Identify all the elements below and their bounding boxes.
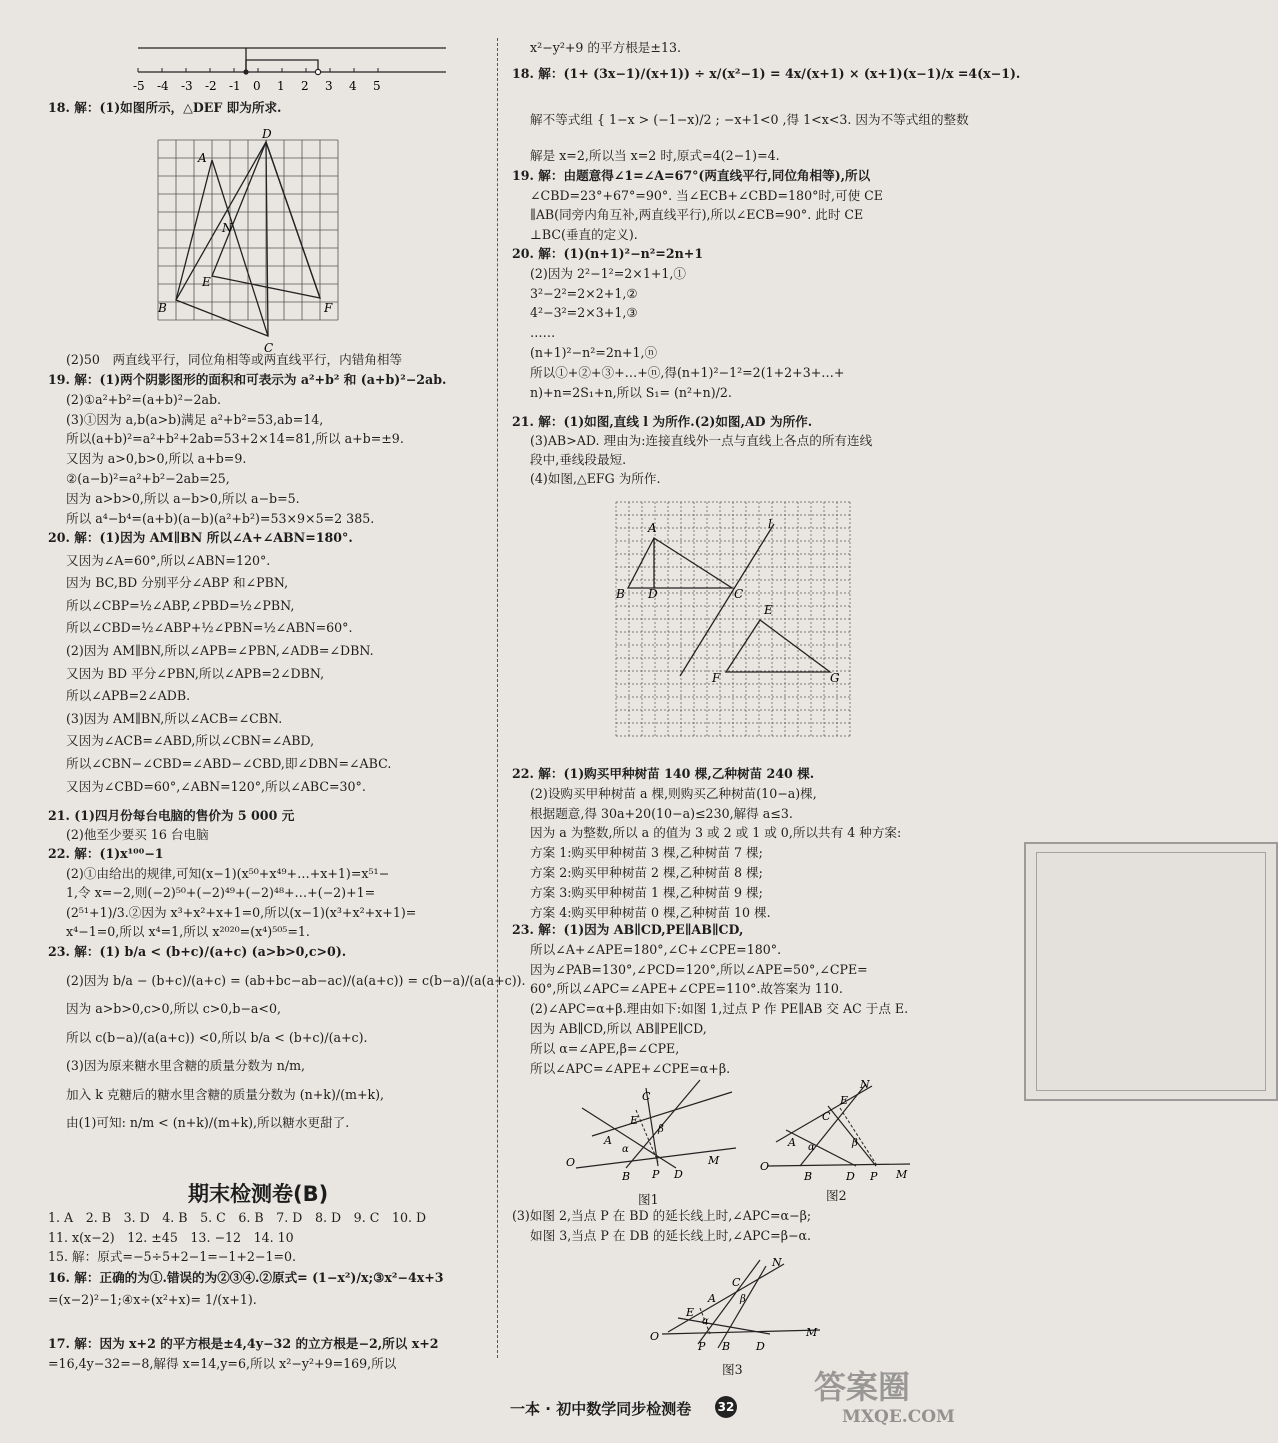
dotted-grid-figure	[608, 496, 868, 756]
q23-right-line: 因为 AB∥CD,所以 AB∥PE∥CD,	[530, 1021, 707, 1036]
q18-line1: 18. 解：(1)如图所示，△DEF 即为所求.	[48, 100, 282, 115]
q23b-right-line: (3)如图 2,当点 P 在 BD 的延长线上时,∠APC=α−β;	[512, 1208, 812, 1223]
q23-right-line: 所以 α=∠APE,β=∠CPE,	[530, 1040, 680, 1056]
number-line-label: -2	[205, 79, 217, 93]
q19-right-line: ∠CBD=23°+67°=90°. 当∠ECB+∠CBD=180°时,可使 CE	[530, 187, 883, 203]
q19-left-line: 19. 解：(1)两个阴影图形的面积和可表示为 a²+b² 和 (a+b)²−2ab.	[48, 372, 447, 387]
fig2-A: A	[788, 1136, 796, 1149]
answers-left-line: 11. x(x−2) 12. ±45 13. −12 14. 10	[48, 1229, 294, 1245]
q20-left-line: 又因为∠CBD=60°,∠ABN=120°,所以∠ABC=30°.	[66, 778, 366, 794]
q21-left-line: (2)他至少要买 16 台电脑	[66, 827, 209, 842]
fig1-beta: β	[658, 1124, 664, 1135]
q20-left-line: (2)因为 AM∥BN,所以∠APB=∠PBN,∠ADB=∠DBN.	[66, 643, 374, 658]
q21-right-line: (3)AB>AD. 理由为:连接直线外一点与直线上各点的所有连线	[530, 433, 873, 448]
fig3-alpha: α	[702, 1316, 709, 1327]
answers-left-line: 1. A 2. B 3. D 4. B 5. C 6. B 7. D 8. D 9. C 10. D	[48, 1210, 427, 1225]
footer-dot: ·	[545, 1400, 551, 1418]
q21-right-line: 21. 解：(1)如图,直线 l 为所作.(2)如图,AD 为所作.	[512, 414, 813, 429]
q19-right-line: 19. 解：由题意得∠1=∠A=67°(两直线平行,同位角相等),所以	[512, 168, 871, 183]
grid2-label-E: E	[764, 603, 773, 617]
q23-left-line: (2)因为 b/a − (b+c)/(a+c) = (ab+bc−ab−ac)/(a(a+c)) = c(b−a)/(a(a+c)).	[66, 972, 526, 988]
figure-2	[760, 1078, 920, 1188]
fig2-E: E	[840, 1094, 849, 1107]
number-line-label: 5	[373, 79, 381, 93]
q20-right-line: ……	[530, 325, 556, 341]
q18-line2: (2)50 两直线平行，同位角相等或两直线平行，内错角相等	[66, 352, 403, 367]
top-right-line: 解不等式组 { 1−x > (−1−x)/2 ; −x+1<0 ,得 1<x<3. 因为不等式组的整数	[530, 112, 969, 127]
fig1-M: M	[708, 1154, 720, 1167]
q23-left-line: 由(1)可知: n/m < (n+k)/(m+k),所以糖水更甜了.	[66, 1115, 350, 1130]
page-number: 32	[715, 1396, 737, 1418]
fig1-caption: 图1	[638, 1192, 659, 1207]
q23-right-line: 60°,所以∠APC=∠APE+∠CPE=110°.故答案为 110.	[530, 981, 843, 997]
q23-left-line: 所以 c(b−a)/(a(a+c)) <0,所以 b/a < (b+c)/(a+c).	[66, 1029, 368, 1045]
fig3-C: C	[732, 1276, 741, 1289]
fig3-caption: 图3	[722, 1362, 743, 1377]
q23b-right-line: 如图 3,当点 P 在 DB 的延长线上时,∠APC=β−α.	[530, 1227, 812, 1243]
q20-right-line: n)+n=2S₁+n,所以 S₁= (n²+n)/2.	[530, 384, 732, 400]
fig2-M: M	[896, 1168, 908, 1181]
fig3-A: A	[708, 1292, 716, 1305]
q23-left-line: 加入 k 克糖后的糖水里含糖的质量分数为 (n+k)/(m+k),	[66, 1086, 385, 1102]
q19-right-line: ⊥BC(垂直的定义).	[530, 226, 638, 242]
svg-text:MXQE.COM: MXQE.COM	[842, 1407, 955, 1427]
number-line-label: 1	[277, 79, 285, 93]
q22-right-line: 方案 3:购买甲种树苗 1 棵,乙种树苗 9 棵;	[530, 884, 763, 900]
fig3-O: O	[650, 1330, 660, 1343]
q20-left-line: 所以∠CBP=½∠ABP,∠PBD=½∠PBN,	[66, 597, 295, 613]
grid2-label-D: D	[648, 587, 658, 601]
q21-right-line: (4)如图,△EFG 为所作.	[530, 471, 661, 486]
q22-right-line: 根据题意,得 30a+20(10−a)≤230,解得 a≤3.	[530, 805, 793, 821]
grid-label-N: N	[222, 221, 233, 235]
q19-left-line: (2)①a²+b²=(a+b)²−2ab.	[66, 391, 222, 407]
grid2-label-A: A	[648, 521, 657, 535]
q20-left-line: 所以∠APB=2∠ADB.	[66, 688, 191, 704]
grid-label-B: B	[158, 301, 167, 315]
q22-right-line: 方案 4:购买甲种树苗 0 棵,乙种树苗 10 棵.	[530, 904, 771, 920]
fig3-P: P	[698, 1340, 706, 1353]
q20-right-line: (2)因为 2²−1²=2×1+1,①	[530, 265, 686, 281]
fig1-P: P	[652, 1168, 660, 1181]
q23-right-line: (2)∠APC=α+β.理由如下:如图 1,过点 P 作 PE∥AB 交 AC 于点 E.	[530, 1001, 909, 1017]
grid2-label-G: G	[830, 671, 840, 685]
fig3-beta: β	[740, 1294, 746, 1305]
fig2-P: P	[870, 1170, 878, 1183]
fig1-B: B	[622, 1170, 631, 1183]
figure-3	[648, 1256, 828, 1366]
answers-left-line: 15. 解：原式=−5÷5+2−1=−1+2−1=0.	[48, 1249, 297, 1264]
q22-right-line: 22. 解：(1)购买甲种树苗 140 棵,乙种树苗 240 棵.	[512, 766, 815, 781]
q23-right-line: 所以∠A+∠APE=180°,∠C+∠CPE=180°.	[530, 941, 782, 957]
q19-left-line: 所以 a⁴−b⁴=(a+b)(a−b)(a²+b²)=53×9×5=2 385.	[66, 510, 375, 526]
watermark-logo	[806, 1360, 986, 1430]
footer-brand: 一本	[510, 1400, 541, 1418]
grid2-label-B: B	[616, 587, 625, 601]
column-divider	[497, 38, 498, 1358]
grid-label-C: C	[264, 341, 274, 355]
fig1-alpha: α	[622, 1144, 629, 1155]
q20-left-line: 20. 解：(1)因为 AM∥BN 所以∠A+∠ABN=180°.	[48, 530, 353, 545]
svg-text:答案圈: 答案圈	[814, 1368, 911, 1406]
figure-1	[566, 1078, 746, 1188]
q20-left-line: 又因为 BD 平分∠PBN,所以∠APB=2∠DBN,	[66, 665, 325, 681]
q20-left-line: (3)因为 AM∥BN,所以∠ACB=∠CBN.	[66, 710, 283, 726]
grid2-label-C: C	[734, 587, 744, 601]
q19-right-line: ∥AB(同旁内角互补,两直线平行),所以∠ECB=90°. 此时 CE	[530, 207, 864, 222]
q20-left-line: 所以∠CBN−∠CBD=∠ABD−∠CBD,即∠DBN=∠ABC.	[66, 756, 392, 771]
fig3-N: N	[772, 1256, 782, 1269]
top-right-line: 解是 x=2,所以当 x=2 时,原式=4(2−1)=4.	[530, 148, 780, 163]
number-line-label: -1	[229, 79, 241, 93]
number-line-label: 4	[349, 79, 357, 93]
q17-left-line: =16,4y−32=−8,解得 x=14,y=6,所以 x²−y²+9=169,所以	[48, 1356, 397, 1371]
number-line-label: 3	[325, 79, 333, 93]
q22-right-line: 方案 1:购买甲种树苗 3 棵,乙种树苗 7 棵;	[530, 845, 763, 861]
fig2-N: N	[860, 1078, 870, 1091]
q16-left-line: =(x−2)²−1;④x÷(x²+x)= 1/(x+1).	[48, 1292, 257, 1307]
q23-right-line: 所以∠APC=∠APE+∠CPE=α+β.	[530, 1060, 731, 1076]
q21-right-line: 段中,垂线段最短.	[530, 452, 627, 467]
grid-label-F: F	[324, 301, 333, 315]
fig1-O: O	[566, 1156, 576, 1169]
q22-right-line: (2)设购买甲种树苗 a 棵,则购买乙种树苗(10−a)棵,	[530, 785, 817, 801]
page-footer	[510, 1398, 691, 1419]
q16-left-line: 16. 解：正确的为①.错误的为②③④.②原式= (1−x²)/x;③x²−4x+3	[48, 1270, 444, 1285]
number-line-label: 2	[301, 79, 309, 93]
q19-left-line: 又因为 a>0,b>0,所以 a+b=9.	[66, 451, 247, 467]
grid-label-E: E	[202, 275, 211, 289]
q22-right-line: 因为 a 为整数,所以 a 的值为 3 或 2 或 1 或 0,所以共有 4 种方案:	[530, 825, 902, 841]
q22-left-line: (2⁵¹+1)/3.②因为 x³+x²+x+1=0,所以(x−1)(x³+x²+x+1)=	[66, 904, 417, 920]
q22-left-line: 22. 解：(1)x¹⁰⁰−1	[48, 846, 164, 861]
fig1-D: D	[674, 1168, 683, 1181]
fig3-D: D	[756, 1340, 765, 1353]
section-title: 期末检测卷(B)	[188, 1182, 329, 1206]
fig2-alpha: α	[808, 1142, 815, 1153]
number-line-figure	[128, 38, 458, 98]
fig1-A: A	[604, 1134, 612, 1147]
q22-left-line: 1,令 x=−2,则(−2)⁵⁰+(−2)⁴⁹+(−2)⁴⁸+…+(−2)+1=	[66, 885, 376, 900]
q19-left-line: 所以(a+b)²=a²+b²+2ab=53+2×14=81,所以 a+b=±9.	[66, 431, 404, 447]
q23-right-line: 23. 解：(1)因为 AB∥CD,PE∥AB∥CD,	[512, 922, 744, 937]
number-line-label: -5	[133, 79, 145, 93]
q19-left-line: ②(a−b)²=a²+b²−2ab=25,	[66, 471, 230, 486]
q20-left-line: 又因为∠ACB=∠ABD,所以∠CBN=∠ABD,	[66, 733, 315, 749]
q20-right-line: 所以①+②+③+…+ⓝ,得(n+1)²−1²=2(1+2+3+…+	[530, 364, 845, 380]
fig3-M: M	[806, 1326, 818, 1339]
q23-left-line: (3)因为原来糖水里含糖的质量分数为 n/m,	[66, 1058, 306, 1073]
fig3-B: B	[722, 1340, 731, 1353]
q20-right-line: 4²−3²=2×3+1,③	[530, 305, 638, 321]
q20-left-line: 因为 BC,BD 分别平分∠ABP 和∠PBN,	[66, 575, 289, 591]
fig2-B: B	[804, 1170, 813, 1183]
grid-label-D: D	[262, 127, 272, 141]
grid-triangle-figure	[140, 122, 440, 355]
fig2-O: O	[760, 1160, 770, 1173]
q22-left-line: (2)①由给出的规律,可知(x−1)(x⁵⁰+x⁴⁹+…+x+1)=x⁵¹−	[66, 865, 390, 881]
fig2-D: D	[846, 1170, 855, 1183]
q17-left-line: 17. 解：因为 x+2 的平方根是±4,4y−32 的立方根是−2,所以 x+2	[48, 1336, 439, 1351]
q23-right-line: 因为∠PAB=130°,∠PCD=120°,所以∠APE=50°,∠CPE=	[530, 961, 868, 977]
q22-right-line: 方案 2:购买甲种树苗 2 棵,乙种树苗 8 棵;	[530, 865, 763, 880]
fig2-C: C	[822, 1110, 831, 1123]
q20-left-line: 所以∠CBD=½∠ABP+½∠PBN=½∠ABN=60°.	[66, 620, 353, 636]
q20-left-line: 又因为∠A=60°,所以∠ABN=120°.	[66, 552, 271, 568]
number-line-label: -4	[157, 79, 169, 93]
top-right-line: 18. 解：(1+ (3x−1)/(x+1)) ÷ x/(x²−1) = 4x/(x+1) × (x+1)(x−1)/x =4(x−1).	[512, 66, 1021, 81]
grid2-label-F: F	[712, 671, 721, 685]
q19-left-line: 因为 a>b>0,所以 a−b>0,所以 a−b=5.	[66, 490, 300, 506]
fig3-E: E	[686, 1306, 695, 1319]
q23-left-line: 23. 解：(1) b/a < (b+c)/(a+c) (a>b>0,c>0).	[48, 944, 347, 959]
q19-left-line: (3)①因为 a,b(a>b)满足 a²+b²=53,ab=14,	[66, 411, 324, 427]
q23-left-line: 因为 a>b>0,c>0,所以 c>0,b−a<0,	[66, 1001, 282, 1016]
fig1-C: C	[642, 1090, 651, 1103]
fig2-caption: 图2	[826, 1188, 847, 1203]
q20-right-line: 3²−2²=2×2+1,②	[530, 285, 638, 301]
number-line-label: -3	[181, 79, 193, 93]
fig1-E: E	[630, 1114, 639, 1127]
q20-right-line: (n+1)²−n²=2n+1,ⓝ	[530, 345, 658, 360]
q21-left-line: 21. (1)四月份每台电脑的售价为 5 000 元	[48, 808, 295, 823]
ink-stamp	[1024, 842, 1278, 1101]
number-line-label: 0	[253, 79, 261, 93]
fig2-beta: β	[852, 1138, 858, 1149]
grid2-label-l: l	[768, 517, 772, 531]
q22-left-line: x⁴−1=0,所以 x⁴=1,所以 x²⁰²⁰=(x⁴)⁵⁰⁵=1.	[66, 924, 310, 939]
top-right-line: x²−y²+9 的平方根是±13.	[530, 40, 681, 55]
q20-right-line: 20. 解：(1)(n+1)²−n²=2n+1	[512, 246, 704, 261]
grid-label-A: A	[198, 151, 207, 165]
footer-book: 初中数学同步检测卷	[556, 1400, 692, 1418]
